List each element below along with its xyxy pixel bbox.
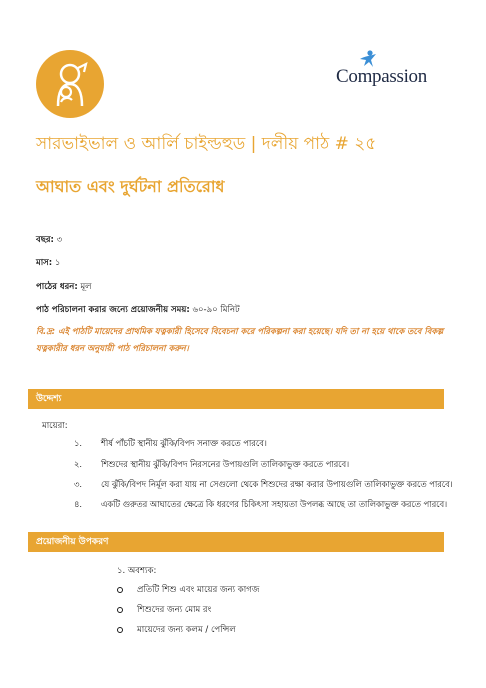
material-item bbox=[117, 623, 236, 637]
material-text: মায়েদের জন্য কলম / পেন্সিল bbox=[137, 625, 236, 635]
objective-number: ১. bbox=[74, 438, 83, 448]
year-line bbox=[36, 233, 62, 247]
month-label: মাস: bbox=[36, 258, 53, 268]
objective-text: একটি গুরুতর আঘাতের ক্ষেত্রে কি ধরণের চিকিৎসা সহায়তা উপলব্ধ আছে তা তালিকাভুক্ত করতে পারবে। bbox=[101, 499, 448, 509]
material-item bbox=[117, 603, 211, 617]
lesson-type-label: পাঠের ধরন: bbox=[36, 282, 78, 292]
material-text: শিশুদের জন্য মোম রং bbox=[137, 605, 212, 615]
objective-text: যে ঝুঁকি/বিপদ নির্মূল করা যায় না সেগুলো থেকে শিশুদের রক্ষা করার উপায়গুলি তালিকাভুক্ত করতে পারবে। bbox=[101, 479, 453, 489]
compassion-logo bbox=[336, 50, 446, 90]
year-label: বছর: bbox=[36, 235, 54, 245]
materials-heading: প্রয়োজনীয় উপকরণ bbox=[28, 532, 444, 552]
brand-name: Compassion bbox=[336, 66, 427, 87]
lesson-type-line bbox=[36, 280, 92, 294]
objective-number: ৪. bbox=[74, 499, 83, 509]
mother-child-icon bbox=[36, 50, 104, 118]
objective-text: শিশুদের স্থানীয় ঝুঁকি/বিপদ নিরসনের উপায়গুলি তালিকাভুক্ত করতে পারবে। bbox=[101, 459, 350, 469]
materials-group-label: ১. অবশ্যক: bbox=[117, 566, 157, 576]
lesson-logo bbox=[36, 50, 104, 118]
circle-bullet-icon bbox=[117, 627, 123, 633]
time-label: পাঠ পরিচালনা করার জন্যে প্রয়োজনীয় সময়: bbox=[36, 305, 190, 315]
objectives-intro: মায়েরা: bbox=[42, 421, 68, 431]
circle-bullet-icon bbox=[117, 587, 123, 593]
lesson-note: বি.দ্র: এই পাঠটি মায়েদের প্রাথমিক যত্নকারী হিসেবে বিবেচনা করে পরিকল্পনা করা হয়েছে। যদি তা না হয়ে থাকে তবে বিকল্প যত্নকারীর ধরন অনুযায়ী পাঠ পরিচালনা করুন। bbox=[36, 326, 444, 353]
objective-number: ৩. bbox=[74, 479, 83, 489]
objective-text: শীর্ষ পাঁচটি স্থানীয় ঝুঁকি/বিপদ সনাক্ত করতে পারবে। bbox=[101, 438, 267, 448]
lesson-type-value: মূল bbox=[80, 282, 92, 292]
month-line bbox=[36, 256, 60, 270]
material-text: প্রতিটি শিশু এবং মায়ের জন্য কাগজ bbox=[137, 585, 260, 595]
objectives-heading: উদ্দেশ্য bbox=[28, 389, 444, 409]
year-value: ৩ bbox=[56, 235, 63, 245]
material-item bbox=[117, 583, 259, 597]
time-line bbox=[36, 303, 240, 317]
lesson-subtitle: আঘাত এবং দুর্ঘটনা প্রতিরোধ bbox=[36, 177, 225, 196]
objective-number: ২. bbox=[74, 459, 83, 469]
circle-bullet-icon bbox=[117, 607, 123, 613]
lesson-title: সারভাইভাল ও আর্লি চাইল্ডহুড | দলীয় পাঠ # ২৫ bbox=[36, 134, 377, 154]
time-value: ৬০-৯০ মিনিট bbox=[192, 305, 240, 315]
month-value: ১ bbox=[54, 258, 61, 268]
